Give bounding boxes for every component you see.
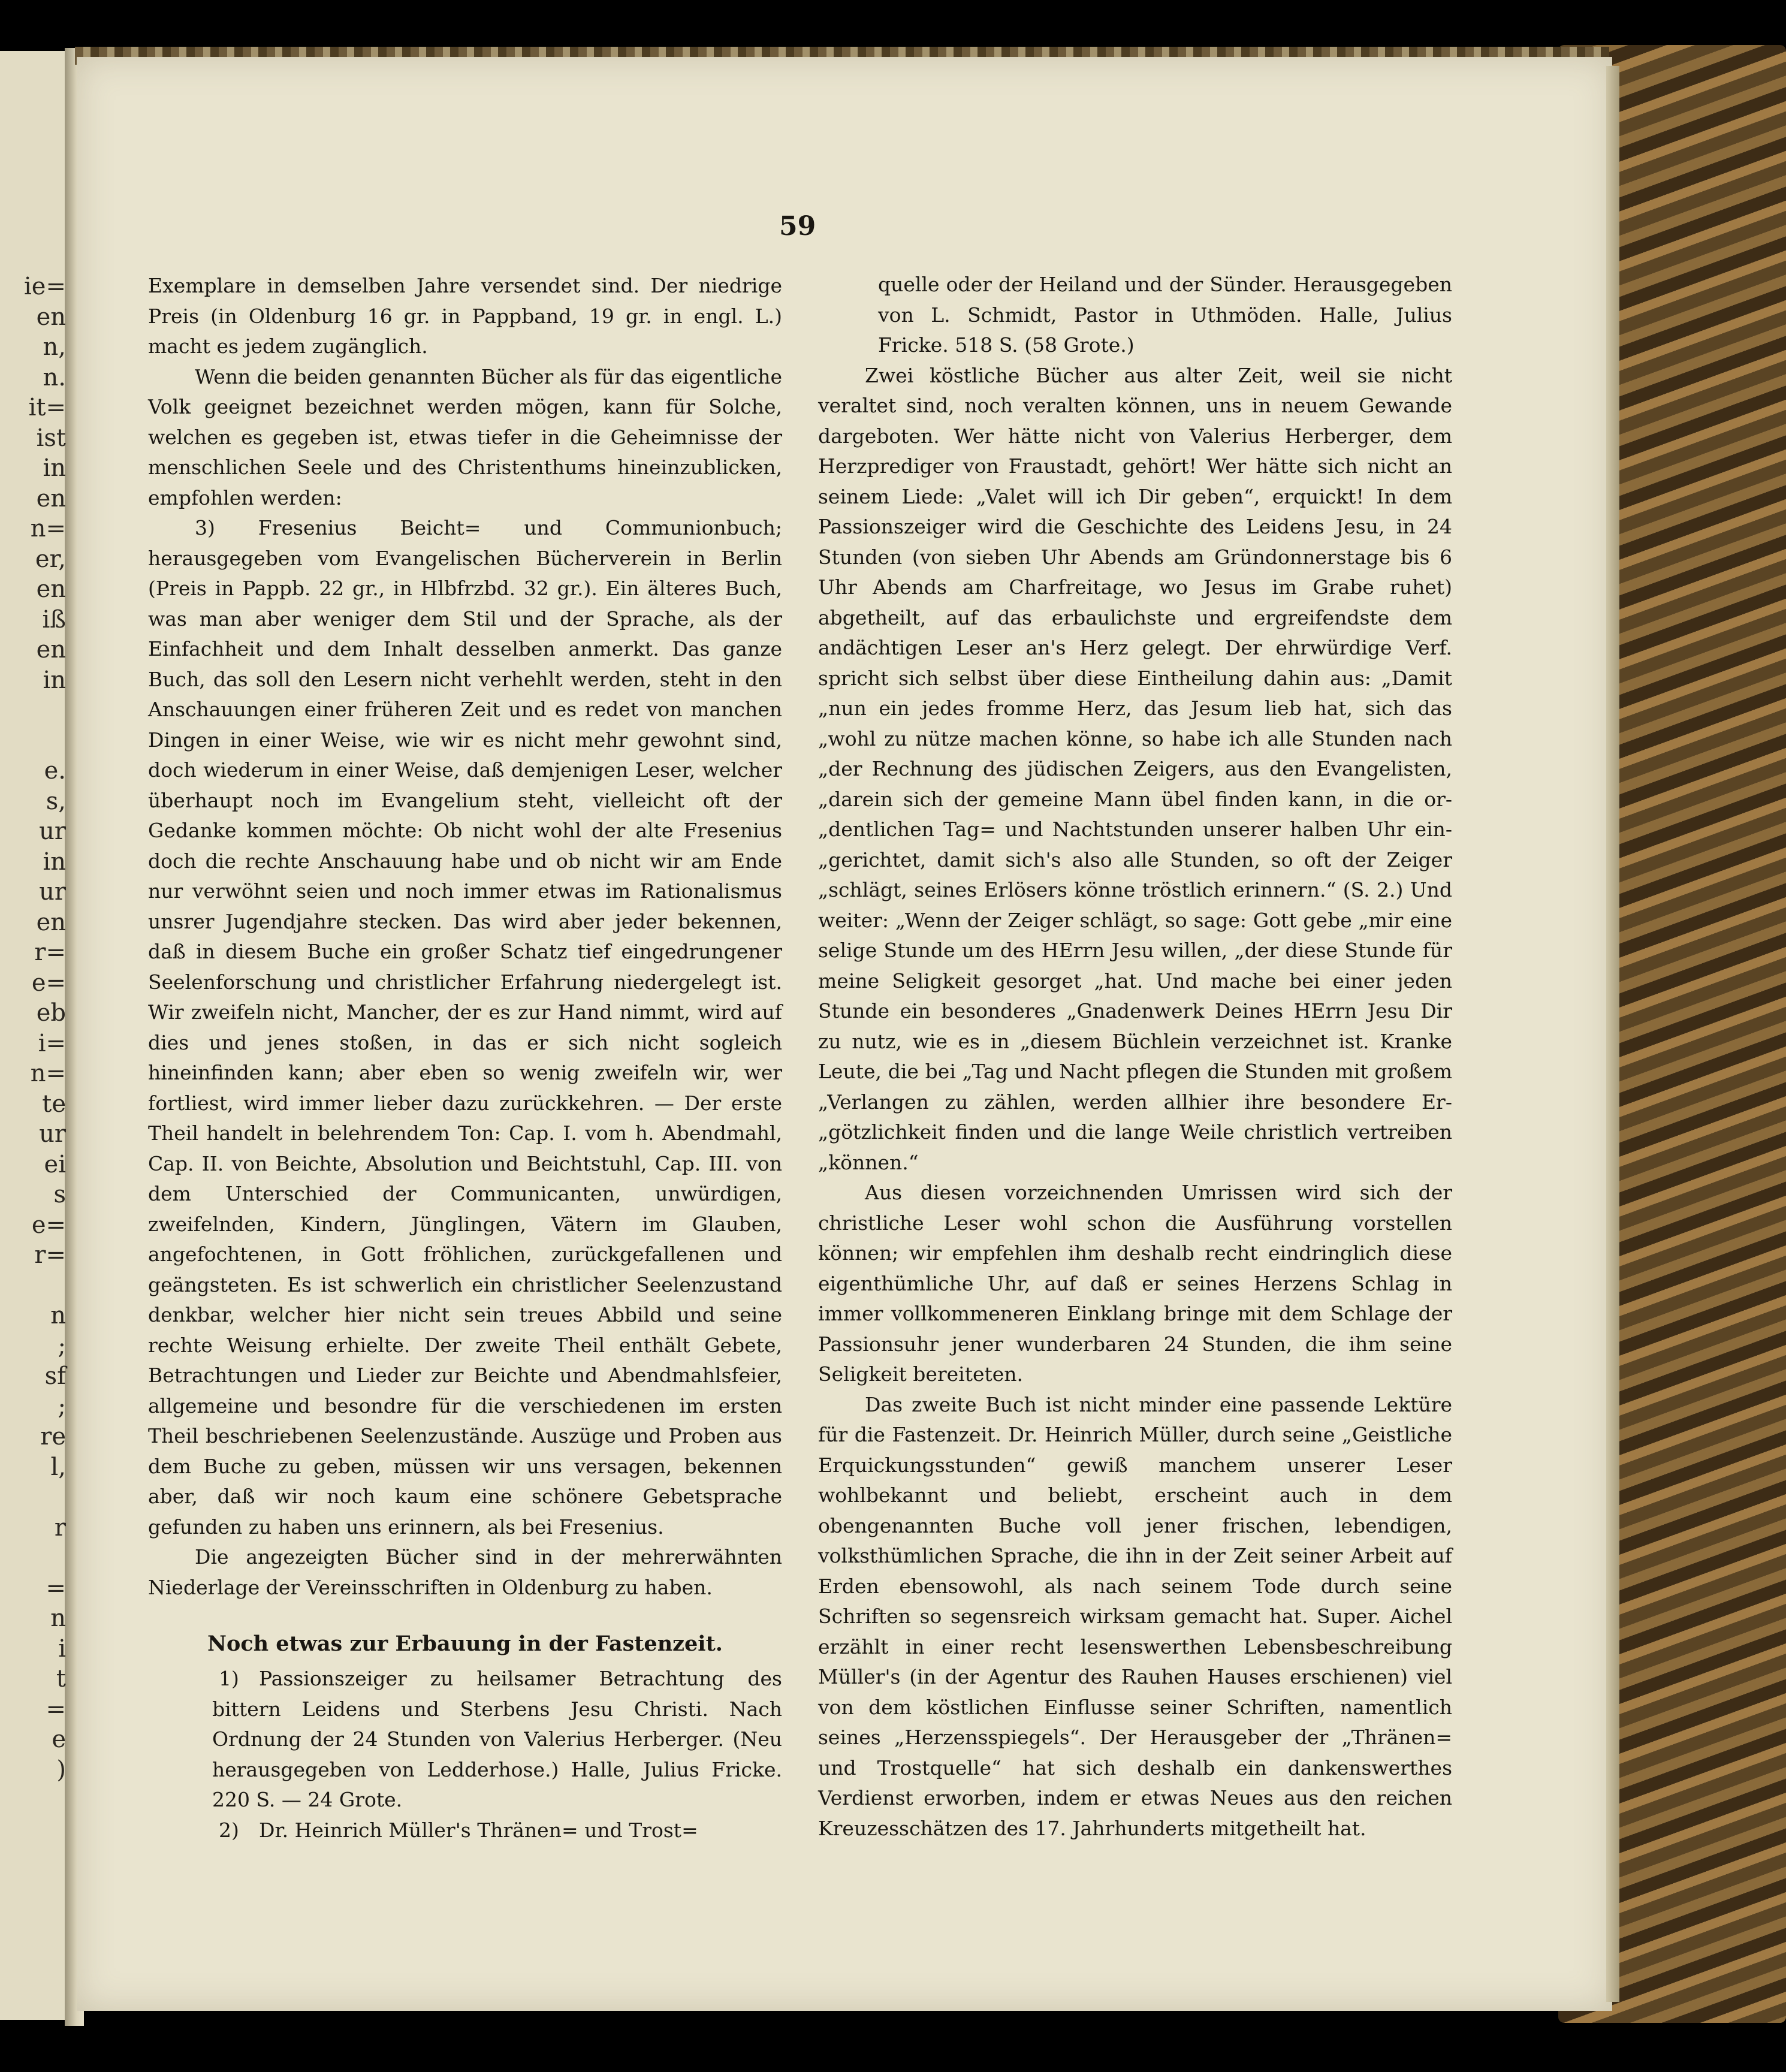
list-item-number: 1) [219,1667,239,1690]
section-heading: Noch etwas zur Erbauung in der Fastenzeit. [207,1631,723,1656]
right-text-column [818,270,1452,1844]
margin-fragment: ur [39,1120,66,1148]
margin-fragment: en [36,636,66,663]
margin-fragment: s [53,1181,66,1208]
margin-fragment: i [58,1634,66,1663]
list-item [148,1664,782,1815]
margin-fragment: e= [31,1211,66,1239]
margin-fragment: s, [46,787,66,815]
margin-fragment: ; [58,1392,66,1420]
margin-fragment: = [46,1574,66,1602]
margin-fragment: n= [30,1060,66,1087]
margin-fragment: en [36,575,66,603]
paragraph: Aus diesen vorzeichnenden Umrissen wird sich der christliche Leser wohl schon die Ausführung vorstellen können; wir empfehlen ihm deshalb recht eindringlich diese eigenthümliche Uhr, auf daß er seines Herzens Schlag in immer vollkommeneren Einklang bringe mit dem Schlage der Passionsuhr jener wunderbaren 24 Stunden, die ihm seine Seligkeit bereiteten. [818,1181,1452,1386]
margin-fragment: in [43,848,66,876]
margin-fragment: en [36,908,66,936]
margin-fragment: n, [43,333,66,361]
margin-fragment: iß [42,605,66,634]
margin-fragment: sf [44,1362,66,1390]
margin-fragment: e= [31,969,66,997]
paragraph: Das zweite Buch ist nicht minder eine passende Lektüre für die Fastenzeit. Dr. Heinrich Müller, durch seine „Geistliche Erquickungsstunden“ gewiß manchem unserer Leser wohlbekannt und beliebt, erscheint auch in dem obengenannten Buche voll jener frischen, lebendigen, volksthümlichen Sprache, die ihn in der Zeit seiner Arbeit auf Erden ebensowohl, als nach seinem Tode durch seine Schriften so segensreich wirksam gemacht hat. Super. Aichel erzählt in einer recht lesenswerthen Lebensbeschreibung Müller's (in der Agentur des Rauhen Hauses erschienen) viel von dem köstlichen Einflusse seiner Schriften, namentlich seines „Herzensspiegels“. Der Herausgeber der „Thränen= und Trostquelle“ hat sich deshalb ein dankenswerthes Verdienst erworben, indem er etwas Neues aus den reichen Kreuzesschätzen des 17. Jahrhunderts mitgetheilt hat. [818,1392,1452,1840]
margin-fragment: ist [36,424,66,452]
margin-fragment: te [42,1090,66,1118]
margin-fragment: eb [36,999,66,1027]
margin-fragment: e [52,1726,66,1753]
margin-fragment: n [50,1302,66,1329]
list-item-number: 2) [219,1818,239,1842]
margin-fragment: en [36,484,66,512]
margin-fragment: i= [38,1029,66,1057]
margin-fragment: = [46,1695,66,1723]
paragraph: Zwei köstliche Bücher aus alter Zeit, weil sie nicht veraltet sind, noch veralten können, uns in neuem Gewande dargeboten. Wer hätte nicht von Valerius Herberger, dem Herzprediger von Fraustadt, gehört! Wer hätte sich nicht an seinem Liede: „Valet will ich Dir geben“, erquickt! In dem Passionszeiger wird die Geschichte des Leidens Jesu, in 24 Stunden (von sieben Uhr Abends am Gründonnerstage bis 6 Uhr Abends am Charfreitage, wo Jesus im Grabe ruhet) abgetheilt, auf das erbaulichste und ergreifendste dem andächtigen Leser an's Herz gelegt. Der ehrwürdige Verf. spricht sich selbst über diese Eintheilung dahin aus: „Damit „nun ein jedes fromme Herz, das Jesum lieb hat, sich das „wohl zu nütze machen könne, so habe ich alle Stunden nach „der Rechnung des jüdischen Zeigers, aus den Evangelisten, „darein sich der gemeine Mann übel finden kann, in die or- „dentlichen Tag= und Nachtstunden unserer halben Uhr ein- „gerichtet, damit sich's also alle Stunden, so oft der Zeiger „schlägt, seines Erlösers könne tröstlich erinnern.“ (S. 2.) Und weiter: „Wenn der Zeiger schlägt, so sage: Gott gebe „mir eine selige Stunde um des HErrn Jesu willen, „der diese Stunde für meine Seligkeit gesorget „hat. Und mache bei einer jeden Stunde ein besonderes „Gnadenwerk Deines HErrn Jesu Dir zu nutz, wie es in „diesem Büchlein verzeichnet ist. Kranke Leute, die bei „Tag und Nacht pflegen die Stunden mit großem „Verlangen zu zählen, werden allhier ihre besondere Er- „götzlichkeit finden und die lange Weile christlich vertreiben „können.“ [818,363,1452,1174]
margin-fragment: re [40,1423,66,1450]
margin-fragment: e. [44,757,66,785]
margin-fragment: ur [39,878,66,906]
page-number: 59 [779,211,816,242]
paragraph: Die angezeigten Bücher sind in der mehrerwähnten Niederlage der Vereinsschriften in Oldenburg zu haben. [148,1545,782,1599]
margin-fragment: t [56,1665,66,1693]
margin-fragment: r [54,1513,66,1542]
margin-fragment: in [43,454,66,482]
margin-fragment: ) [56,1756,66,1784]
margin-fragment: in [43,666,66,694]
margin-fragment: ie= [24,273,66,300]
margin-fragment: ur [39,818,66,845]
margin-fragment: ; [58,1332,66,1360]
margin-fragment: r= [34,939,66,966]
paragraph: quelle oder der Heiland und der Sünder. Herausgegeben von L. Schmidt, Pastor in Uthmöden. Halle, Julius Fricke. 518 S. (58 Grote.) [878,273,1452,357]
paragraph: Exemplare in demselben Jahre versendet sind. Der niedrige Preis (in Oldenburg 16 gr. in Pappband, 19 gr. in engl. L.) macht es jedem zugänglich. [148,274,782,358]
paragraph: Wenn die beiden genannten Bücher als für das eigentliche Volk geeignet bezeichnet werden mögen, kann für Solche, welchen es gegeben ist, etwas tiefer in die Geheimnisse der menschlichen Seele und des Christenthums hineinzublicken, empfohlen werden: [148,364,782,509]
page-edge-shadow [1606,66,1619,2002]
margin-fragment: er, [35,545,66,573]
list-item [148,1815,782,1846]
margin-fragment: l, [50,1453,66,1481]
list-item-text: Dr. Heinrich Müller's Thränen= und Trost= [259,1818,698,1842]
margin-fragment: r= [34,1241,66,1269]
margin-fragment: n [50,1604,66,1632]
list-item-text: Passionszeiger zu heilsamer Betrachtung des bittern Leidens und Sterbens Jesu Christi. Nach Ordnung der 24 Stunden von Valerius Herberger. (Neu herausgegeben von Ledderhose.) Halle, Julius Fricke. 220 S. — 24 Grote. [212,1667,782,1811]
margin-fragment: ei [44,1150,66,1178]
margin-fragment: n. [43,363,66,391]
margin-fragment: it= [28,394,66,421]
margin-fragment: en [36,303,66,331]
left-text-column [148,271,782,1845]
paragraph: 3) Fresenius Beicht= und Communionbuch; herausgegeben vom Evangelischen Bücherverein in Berlin (Preis in Pappb. 22 gr., in Hlbfrzbd. 32 gr.). Ein älteres Buch, was man aber weniger dem Stil und der Sprache, als der Einfachheit und dem Inhalt desselben anmerkt. Das ganze Buch, das soll den Lesern nicht verhehlt werden, steht in den Anschauungen einer früheren Zeit und es redet von manchen Dingen in einer Weise, wie wir es nicht mehr gewohnt sind, doch wiederum in einer Weise, daß demjenigen Leser, welcher überhaupt noch im Evangelium steht, vielleicht oft der Gedanke kommen möchte: Ob nicht wohl der alte Fresenius doch die rechte Anschauung habe und ob nicht wir am Ende nur verwöhnt seien und noch immer etwas im Rationalismus unsrer Jugendjahre stecken. Das wird aber jeder bekennen, daß in diesem Buche ein großer Schatz tief eingedrungener Seelenforschung und christlicher Erfahrung niedergelegt ist. Wir zweifeln nicht, Mancher, der es zur Hand nimmt, wird auf dies und jenes stoßen, in das er sich nicht sogleich hineinfinden kann; aber eben so wenig zweifeln wir, wer fortliest, wird immer lieber dazu zurückkehren. — Der erste Theil handelt in belehrendem Ton: Cap. I. vom h. Abendmahl, Cap. II. von Beichte, Absolution und Beichtstuhl, Cap. III. von dem Unterschied der Communicanten, unwürdigen, zweifelnden, Kindern, Jünglingen, Vätern im Glauben, angefochtenen, in Gott fröhlichen, zurückgefallenen und geängsteten. Es ist schwerlich ein christlicher Seelenzustand denkbar, welcher hier nicht sein treues Abbild und seine rechte Weisung erhielte. Der zweite Theil enthält Gebete, Betrachtungen und Lieder zur Beichte und Abendmahlsfeier, allgemeine und besondre für die verschiedenen im ersten Theil beschriebenen Seelenzustände. Auszüge und Proben aus dem Buche zu geben, müssen wir uns versagen, bekennen aber, daß wir noch kaum eine schönere Gebetsprache gefunden zu haben uns erinnern, als bei Fresenius. [148,516,782,1539]
margin-fragment: n= [30,515,66,542]
